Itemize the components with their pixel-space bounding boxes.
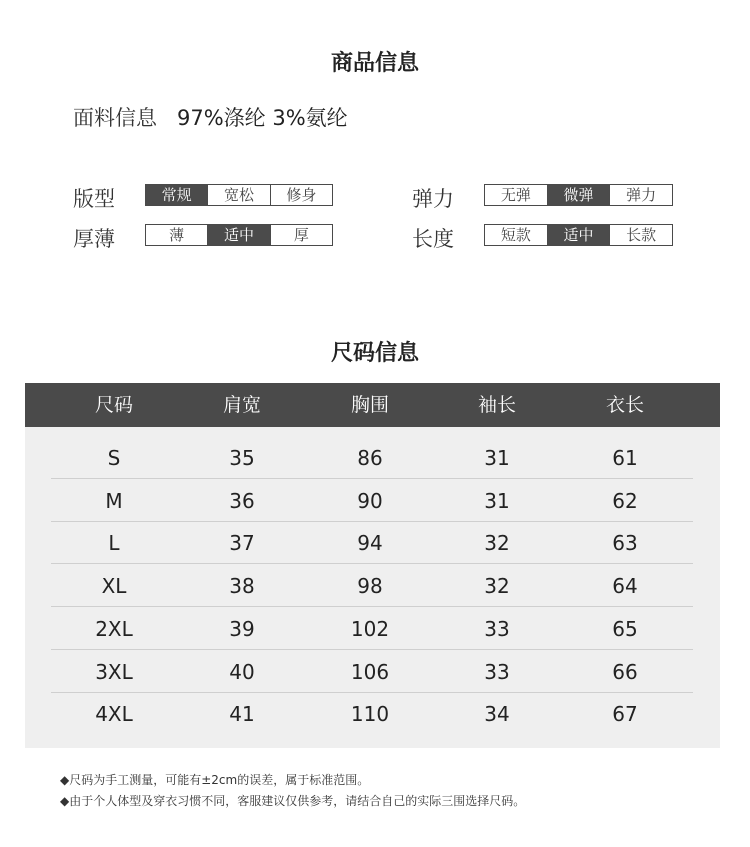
- table-cell: 64: [612, 574, 638, 599]
- header-length: 衣长: [605, 394, 644, 416]
- header-chest: 胸围: [350, 394, 389, 416]
- length-options: [484, 224, 673, 246]
- table-cell: 90: [357, 488, 383, 513]
- table-cell: 102: [350, 616, 390, 641]
- fabric-value: 97%涤纶 3%氨纶: [177, 106, 348, 130]
- fit-option: 常规: [146, 185, 207, 205]
- size-table-header: [25, 383, 720, 427]
- table-row: [51, 522, 693, 564]
- thickness-option: 薄: [146, 225, 207, 245]
- note-measurement: ◆尺码为手工测量，可能有±2cm的误差，属于标准范围。: [60, 773, 370, 787]
- table-cell: 106: [350, 659, 390, 684]
- table-cell: 61: [612, 446, 638, 470]
- table-cell: 110: [350, 702, 390, 727]
- length-option: 长款: [609, 225, 672, 245]
- table-cell: L: [108, 531, 120, 556]
- table-cell: 33: [484, 659, 510, 684]
- table-cell: 98: [357, 574, 383, 599]
- table-cell: 40: [229, 659, 255, 684]
- table-cell: 37: [229, 531, 255, 556]
- table-cell: 32: [484, 531, 510, 556]
- table-cell: 32: [484, 574, 510, 599]
- table-cell: 66: [612, 659, 638, 684]
- table-row: [51, 480, 693, 522]
- fit-option: 宽松: [207, 185, 269, 205]
- table-cell: 3XL: [95, 659, 133, 684]
- table-cell: 35: [229, 446, 255, 470]
- table-row: [51, 565, 693, 607]
- thickness-options: [145, 224, 333, 246]
- elasticity-option: 无弹: [485, 185, 547, 205]
- header-sleeve: 袖长: [477, 394, 516, 416]
- table-row: [51, 651, 693, 693]
- size-table: [25, 383, 720, 748]
- thickness-option: 适中: [207, 225, 269, 245]
- table-cell: 31: [484, 488, 510, 513]
- table-cell: M: [105, 488, 123, 513]
- table-cell: 36: [229, 488, 255, 513]
- length-label: 长度: [412, 227, 454, 251]
- thickness-option: 厚: [270, 225, 332, 245]
- size-info-title: 尺码信息: [330, 341, 419, 366]
- table-cell: 31: [484, 446, 510, 470]
- table-cell: 94: [357, 531, 383, 556]
- fit-option: 修身: [270, 185, 332, 205]
- thickness-label: 厚薄: [73, 227, 115, 251]
- fit-options: [145, 184, 333, 206]
- fabric-label: 面料信息: [73, 106, 157, 130]
- table-cell: 39: [229, 616, 255, 641]
- table-cell: 34: [484, 702, 510, 727]
- table-cell: S: [107, 446, 121, 470]
- table-row: [51, 693, 693, 735]
- header-shoulder: 肩宽: [222, 394, 261, 416]
- table-cell: XL: [101, 574, 127, 599]
- table-cell: 2XL: [95, 616, 133, 641]
- table-cell: 41: [229, 702, 255, 727]
- product-info-title: 商品信息: [330, 51, 419, 76]
- elasticity-option: 微弹: [547, 185, 610, 205]
- header-size: 尺码: [94, 394, 133, 416]
- elasticity-label: 弹力: [412, 187, 454, 211]
- table-cell: 4XL: [95, 702, 133, 727]
- table-cell: 86: [357, 446, 383, 470]
- length-option: 适中: [547, 225, 610, 245]
- table-row: [51, 608, 693, 650]
- table-row: [51, 437, 693, 479]
- table-cell: 62: [612, 488, 638, 513]
- elasticity-options: [484, 184, 673, 206]
- table-cell: 63: [612, 531, 638, 556]
- length-option: 短款: [485, 225, 547, 245]
- note-advice: ◆由于个人体型及穿衣习惯不同，客服建议仅供参考，请结合自己的实际三围选择尺码。: [60, 794, 526, 808]
- fit-label: 版型: [73, 187, 115, 211]
- table-cell: 38: [229, 574, 255, 599]
- table-cell: 67: [612, 702, 638, 727]
- table-cell: 33: [484, 616, 510, 641]
- fabric-info: [73, 102, 348, 132]
- table-cell: 65: [612, 616, 638, 641]
- elasticity-option: 弹力: [609, 185, 672, 205]
